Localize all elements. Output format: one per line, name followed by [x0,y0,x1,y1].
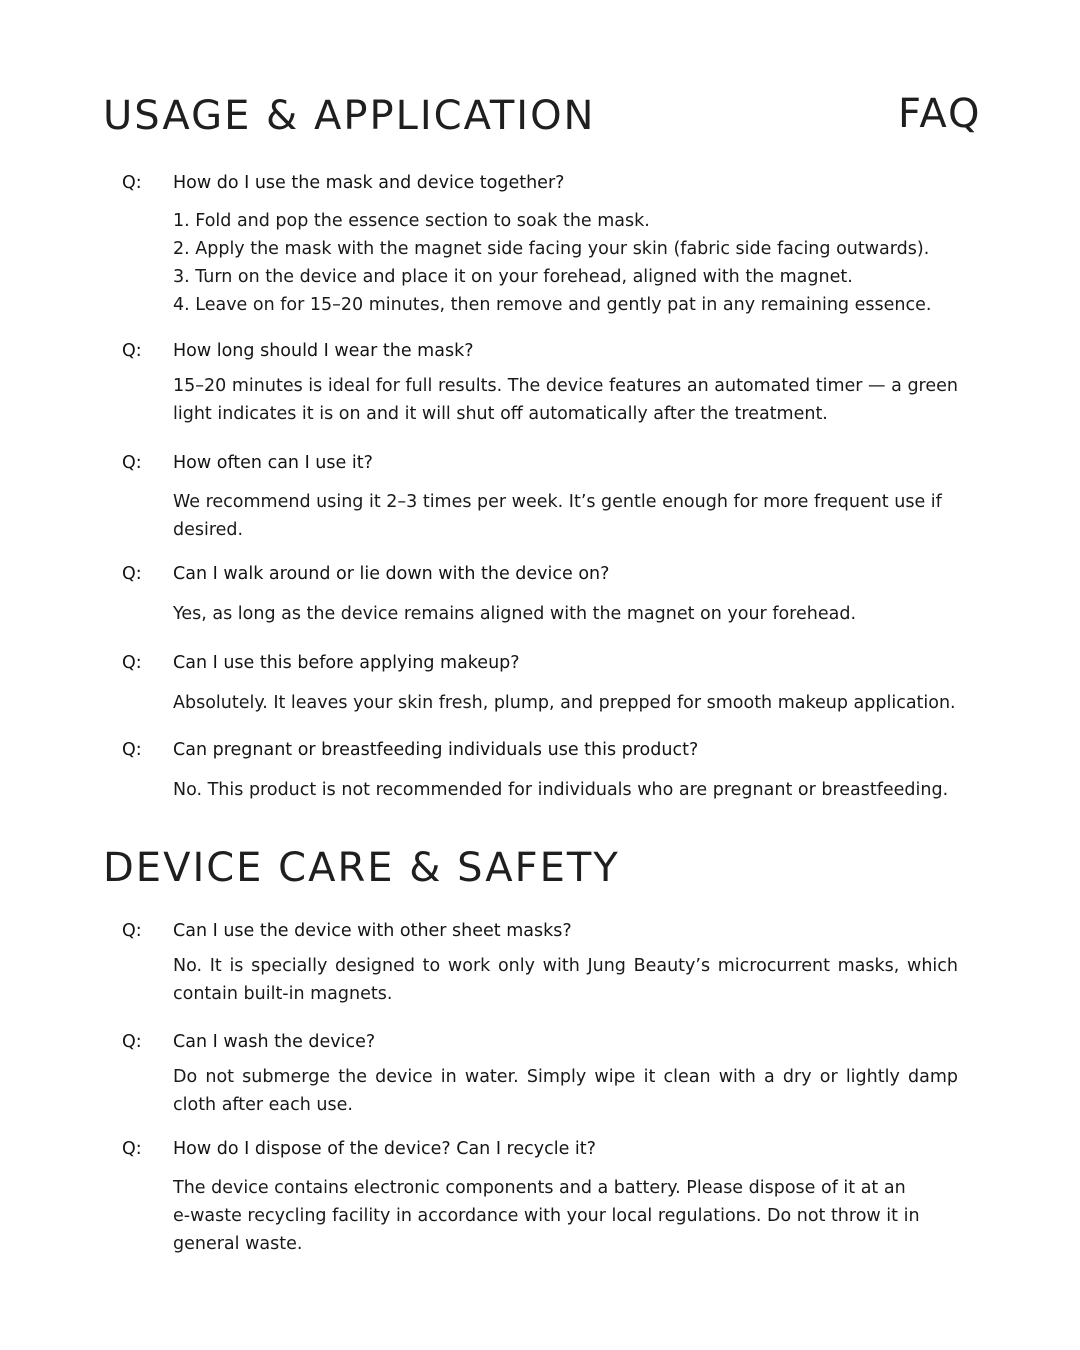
usage-application-heading: USAGE & APPLICATION [103,93,596,139]
step-item: 3. Turn on the device and place it on your forehead, aligned with the magnet. [173,267,853,287]
question-text: Can I use this before applying makeup? [173,653,520,673]
question-text: How do I dispose of the device? Can I recycle it? [173,1139,596,1159]
faq-heading: FAQ [898,91,982,137]
faq-item-other-masks [122,919,958,1008]
question-text: How often can I use it? [173,453,373,473]
answer-line: general waste. [173,1234,303,1254]
q-label: Q: [122,1032,142,1052]
question-row [122,1030,958,1054]
question-row [122,562,958,586]
q-label: Q: [122,1139,142,1159]
answer-text: No. It is specially designed to work only with Jung Beauty’s microcurrent masks, which contain built-in magnets. [173,956,958,1004]
device-care-heading: DEVICE CARE & SAFETY [103,845,620,891]
q-label: Q: [122,564,142,584]
faq-item-wear-duration [122,339,958,428]
question-row [122,451,958,475]
question-text: Can I wash the device? [173,1032,376,1052]
q-label: Q: [122,921,142,941]
answer-text: Do not submerge the device in water. Simply wipe it clean with a dry or lightly damp cloth after each use. [173,1067,958,1115]
steps-list [173,207,958,319]
answer-text: Yes, as long as the device remains aligned with the magnet on your forehead. [173,604,857,624]
faq-item-dispose-recycle [122,1137,958,1258]
answer-text: Absolutely. It leaves your skin fresh, plump, and prepped for smooth makeup application. [173,693,956,713]
question-text: Can pregnant or breastfeeding individuals use this product? [173,740,699,760]
step-item: 4. Leave on for 15–20 minutes, then remove and gently pat in any remaining essence. [173,295,932,315]
question-text: How long should I wear the mask? [173,341,474,361]
step-item: 1. Fold and pop the essence section to soak the mask. [173,211,650,231]
question-row [122,339,958,363]
faq-item-wash-device [122,1030,958,1119]
faq-item-use-together [122,171,958,319]
answer-line: The device contains electronic components and a battery. Please dispose of it at an [173,1178,906,1198]
q-label: Q: [122,453,142,473]
question-row [122,738,958,762]
question-text: Can I walk around or lie down with the device on? [173,564,610,584]
answer-text: No. This product is not recommended for individuals who are pregnant or breastfeeding. [173,780,949,800]
question-text: How do I use the mask and device together? [173,173,565,193]
question-row [122,1137,958,1161]
faq-item-walk-around [122,562,958,628]
q-label: Q: [122,341,142,361]
question-text: Can I use the device with other sheet masks? [173,921,572,941]
step-item: 2. Apply the mask with the magnet side facing your skin (fabric side facing outwards). [173,239,930,259]
question-row [122,171,958,195]
answer-line: e-waste recycling facility in accordance with your local regulations. Do not throw it in [173,1206,920,1226]
faq-item-pregnancy [122,738,958,804]
faq-item-frequency [122,451,958,544]
q-label: Q: [122,740,142,760]
faq-item-before-makeup [122,651,958,717]
answer-text [173,1174,958,1258]
question-row [122,919,958,943]
q-label: Q: [122,173,142,193]
answer-text: We recommend using it 2–3 times per week. It’s gentle enough for more frequent use if desired. [173,492,942,540]
q-label: Q: [122,653,142,673]
question-row [122,651,958,675]
answer-text: 15–20 minutes is ideal for full results. The device features an automated timer — a green light indicates it is on and it will shut off automatically after the treatment. [173,376,958,424]
